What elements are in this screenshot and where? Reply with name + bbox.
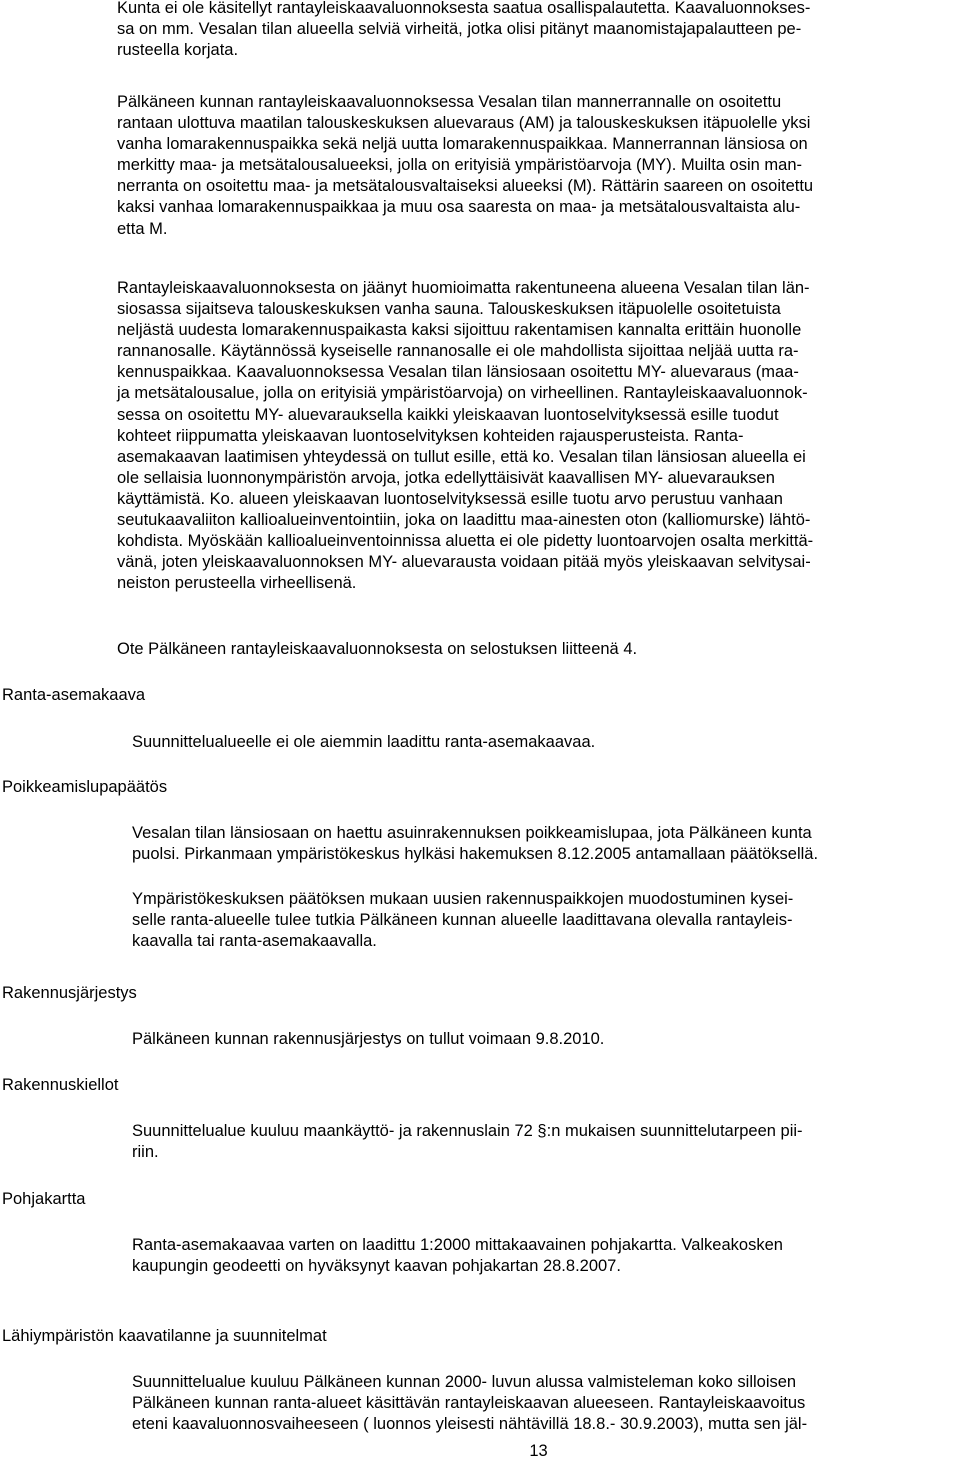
text-line: Suunnittelualue kuuluu Pälkäneen kunnan 2000- luvun alussa valmisteleman koko silloisen <box>132 1373 797 1391</box>
text-line: kennuspaikkaa. Kaavaluonnoksessa Vesalan tilan länsiosaan osoitettu MY- aluevaraus (maa- <box>117 363 799 382</box>
text-line: kohteet riippumatta yleiskaavan luontoselvityksen kohteiden rajausperusteista. Ranta- <box>117 426 744 445</box>
poikkeamis-paragraph-2 <box>132 889 957 952</box>
text-line: kohdista. Myöskään kallioalueinventoinnissa aluetta ei ole pidetty luontoarvojen osalta merkittä- <box>117 532 814 551</box>
text-line: Rantayleiskaavaluonnoksesta on jäänyt huomioimatta rakentuneena alueena Vesalan tilan län- <box>117 279 810 297</box>
text-line: neiston perusteella virheellisenä. <box>117 574 357 593</box>
section-label-pohjakartta: Pohjakartta <box>2 1190 86 1208</box>
text-line: riin. <box>132 1143 159 1162</box>
text-line: rannanosalle. Käytännössä kyseiselle rannanosalle ei ole mahdollista sijoittaa neljää uutta ra- <box>117 342 799 361</box>
text-line: kaksi vanhaa lomarakennuspaikkaa ja muu osa saaresta on maa- ja metsätalousvaltaista alu- <box>117 198 801 217</box>
page-number: 13 <box>529 1442 548 1460</box>
pohjakartta-text <box>132 1235 957 1277</box>
text-line: merkitty maa- ja metsätalousalueeksi, jolla on erityisiä ympäristöarvoja (MY). Muilta osin man- <box>117 156 802 175</box>
text-line: Ote Pälkäneen rantayleiskaavaluonnoksesta on selostuksen liitteenä 4. <box>117 640 638 658</box>
text-line: sessa on osoitettu MY- aluevarauksella kaikki yleiskaavan luontoselvityksessä esille tuodut <box>117 405 779 424</box>
text-line: asemakaavan laatimisen yhteydessä on tullut esille, että ko. Vesalan tilan länsiosan alueella ei <box>117 447 806 466</box>
rakennusjarjestys-text <box>132 1029 957 1050</box>
section-heading-lahiympariston-kaavatilanne: Lähiympäristön kaavatilanne ja suunnitelmat <box>2 1327 327 1345</box>
text-line: Suunnittelualue kuuluu maankäyttö- ja rakennuslain 72 §:n mukaisen suunnittelutarpeen pii- <box>132 1122 803 1140</box>
intro-paragraph <box>117 0 957 61</box>
section-label-poikkeamislupapaatos: Poikkeamislupapäätös <box>2 778 168 796</box>
text-line: Pälkäneen kunnan rakennusjärjestys on tullut voimaan 9.8.2010. <box>132 1030 605 1048</box>
appendix-note <box>117 639 957 660</box>
text-line: etta M. <box>117 219 168 238</box>
text-line: Vesalan tilan länsiosaan on haettu asuinrakennuksen poikkeamislupaa, jota Pälkäneen kunta <box>132 824 812 842</box>
text-line: vänä, joten yleiskaavaluonnoksen MY- aluevarausta voidaan pitää myös yleiskaavan selvitysai- <box>117 553 811 572</box>
text-line: seutukaavaliiton kallioalueinventointiin, joka on laadittu maa-ainesten oton (kalliomurske) lähtö- <box>117 511 811 530</box>
text-line: käyttämistä. Ko. alueen yleiskaavan luontoselvityksessä esille tuotu arvo perustuu vanhaan <box>117 489 783 508</box>
rakennuskiellot-text <box>132 1121 957 1163</box>
text-line: nerranta on osoitettu maa- ja metsätalousvaltaiseksi alueeksi (M). Rättärin saareen on osoitettu <box>117 177 814 196</box>
section-label-rakennusjarjestys: Rakennusjärjestys <box>2 984 137 1002</box>
final-paragraph <box>132 1372 957 1435</box>
text-line: kaupungin geodeetti on hyväksynyt kaavan pohjakartan 28.8.2007. <box>132 1257 621 1276</box>
section-label-ranta-asemakaava: Ranta-asemakaava <box>2 686 146 704</box>
text-line: Pälkäneen kunnan rantayleiskaavaluonnoksessa Vesalan tilan mannerrannalle on osoitettu <box>117 93 782 111</box>
text-line: puolsi. Pirkanmaan ympäristökeskus hylkäsi hakemuksen 8.12.2005 antamallaan päätöksellä. <box>132 845 819 864</box>
poikkeamis-paragraph-1 <box>132 823 957 865</box>
zoning-draft-paragraph <box>117 92 957 240</box>
text-line: eteni kaavaluonnosvaiheeseen ( luonnos yleisesti nähtävillä 18.8.- 30.9.2003), mutta sen jäl- <box>132 1415 808 1434</box>
section-label-rakennuskiellot: Rakennuskiellot <box>2 1076 119 1094</box>
text-line: Pälkäneen kunnan ranta-alueet käsittävän rantayleiskaavan alueeseen. Rantayleiskaavoitus <box>132 1394 806 1413</box>
text-line: Suunnittelualueelle ei ole aiemmin laadittu ranta-asemakaavaa. <box>132 733 596 751</box>
text-line: ja metsätalousalue, jolla on erityisiä ympäristöarvoja) on virheellinen. Rantayleiskaavaluonnok- <box>117 384 808 403</box>
ranta-asemakaava-text <box>132 732 957 753</box>
text-line: vanha lomarakennuspaikka sekä neljä uutta lomarakennuspaikkaa. Mannerrannan länsiosa on <box>117 135 808 154</box>
text-line: Kunta ei ole käsitellyt rantayleiskaavaluonnoksesta saatua osallispalautetta. Kaavaluonnokses- <box>117 0 811 17</box>
text-line: neljästä uudesta lomarakennuspaikasta kaksi sijoittuu rakentamisen kannalta erittäin huonolle <box>117 321 802 340</box>
text-line: Ympäristökeskuksen päätöksen mukaan uusien rakennuspaikkojen muodostuminen kysei- <box>132 890 794 908</box>
text-line: siosassa sijaitseva talouskeskuksen vanha sauna. Talouskeskuksen itäpuolelle osoitetuista <box>117 300 781 319</box>
objections-paragraph <box>117 278 957 594</box>
text-line: kaavalla tai ranta-asemakaavalla. <box>132 932 377 951</box>
text-line: sa on mm. Vesalan tilan alueella selviä virheitä, jotka olisi pitänyt maanomistajapalautteen pe- <box>117 20 802 39</box>
text-line: Ranta-asemakaavaa varten on laadittu 1:2000 mittakaavainen pohjakartta. Valkeakosken <box>132 1236 783 1254</box>
text-line: rantaan ulottuva maatilan talouskeskuksen aluevaraus (AM) ja talouskeskuksen itäpuolelle yksi <box>117 114 811 133</box>
text-line: selle ranta-alueelle tulee tutkia Pälkäneen kunnan alueelle laadittavana olevalla rantayleis- <box>132 911 793 930</box>
text-line: ole sellaisia luonnonympäristön arvoja, jotka edellyttäisivät kaavallisen MY- aluevarauksen <box>117 468 775 487</box>
text-line: rusteella korjata. <box>117 41 239 60</box>
